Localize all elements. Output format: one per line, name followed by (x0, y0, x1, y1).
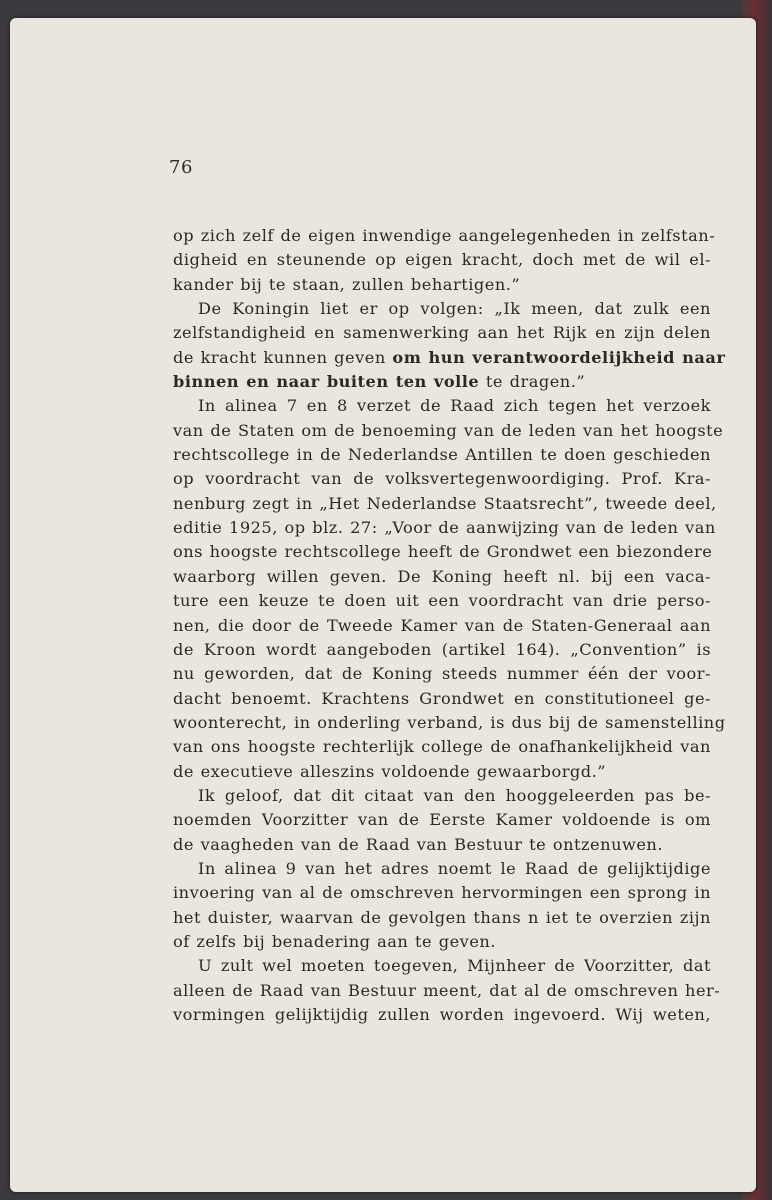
text-line: De Koningin liet er op volgen: „Ik meen, dat zulk een (198, 299, 711, 319)
text-line: In alinea 7 en 8 verzet de Raad zich tegen het verzoek (198, 396, 711, 416)
text-line: In alinea 9 van het adres noemt le Raad de gelijktijdige (198, 858, 711, 878)
text-line: alleen de Raad van Bestuur meent, dat al de omschreven her- (173, 980, 721, 1000)
text-line: van de Staten om de benoeming van de leden van het hoogste (173, 420, 724, 440)
text-line: ture een keuze te doen uit een voordracht van drie perso- (173, 591, 711, 611)
text-line: op voordracht van de volksvertegenwoordiging. Prof. Kra- (173, 469, 711, 489)
text-line: dacht benoemt. Krachtens Grondwet en constitutioneel ge- (173, 688, 711, 708)
text-line: de Kroon wordt aangeboden (artikel 164). „Convention” is (173, 639, 711, 659)
text-line: de kracht kunnen geven om hun verantwoordelijkheid naar (173, 347, 726, 367)
text-line: nen, die door de Tweede Kamer van de Staten-Generaal aan (173, 615, 711, 635)
text-line: nenburg zegt in „Het Nederlandse Staatsrecht”, tweede deel, (173, 493, 717, 513)
text-line: op zich zelf de eigen inwendige aangelegenheden in zelfstan- (173, 226, 716, 245)
text-line: invoering van al de omschreven hervormingen een sprong in (173, 883, 711, 903)
text-line: de vaagheden van de Raad van Bestuur te ontzenuwen. (173, 834, 663, 854)
text-line: digheid en steunende op eigen kracht, doch met de wil el- (173, 250, 711, 270)
text-line: Ik geloof, dat dit citaat van den hooggeleerden pas be- (198, 785, 711, 805)
text-line: nu geworden, dat de Koning steeds nummer één der voor- (173, 664, 711, 684)
text-line: rechtscollege in de Nederlandse Antillen te doen geschieden (173, 445, 711, 465)
text-line: of zelfs bij benadering aan te geven. (173, 931, 496, 951)
book-page (10, 18, 756, 1192)
text-line: waarborg willen geven. De Koning heeft nl. bij een vaca- (173, 566, 711, 586)
text-line: de executieve alleszins voldoende gewaarborgd.” (173, 761, 607, 781)
text-line: editie 1925, op blz. 27: „Voor de aanwijzing van de leden van (173, 518, 716, 538)
text-line: kander bij te staan, zullen behartigen.” (173, 274, 521, 294)
page-number: 76 (169, 157, 193, 178)
text-line: binnen en naar buiten ten volle te dragen.” (173, 372, 586, 392)
text-line: woonterecht, in onderling verband, is dus bij de samenstelling (173, 712, 726, 732)
body-text (173, 224, 726, 1027)
text-line: U zult wel moeten toegeven, Mijnheer de Voorzitter, dat (198, 956, 711, 976)
text-line: ons hoogste rechtscollege heeft de Grondwet een biezondere (173, 542, 713, 562)
text-line: van ons hoogste rechterlijk college de onafhankelijkheid van (173, 737, 711, 757)
text-line: het duister, waarvan de gevolgen thans n iet te overzien zijn (173, 907, 711, 927)
text-line: noemden Voorzitter van de Eerste Kamer voldoende is om (173, 810, 711, 830)
text-line: zelfstandigheid en samenwerking aan het Rijk en zijn delen (173, 323, 711, 343)
text-line: vormingen gelijktijdig zullen worden ingevoerd. Wij weten, (173, 1005, 711, 1024)
